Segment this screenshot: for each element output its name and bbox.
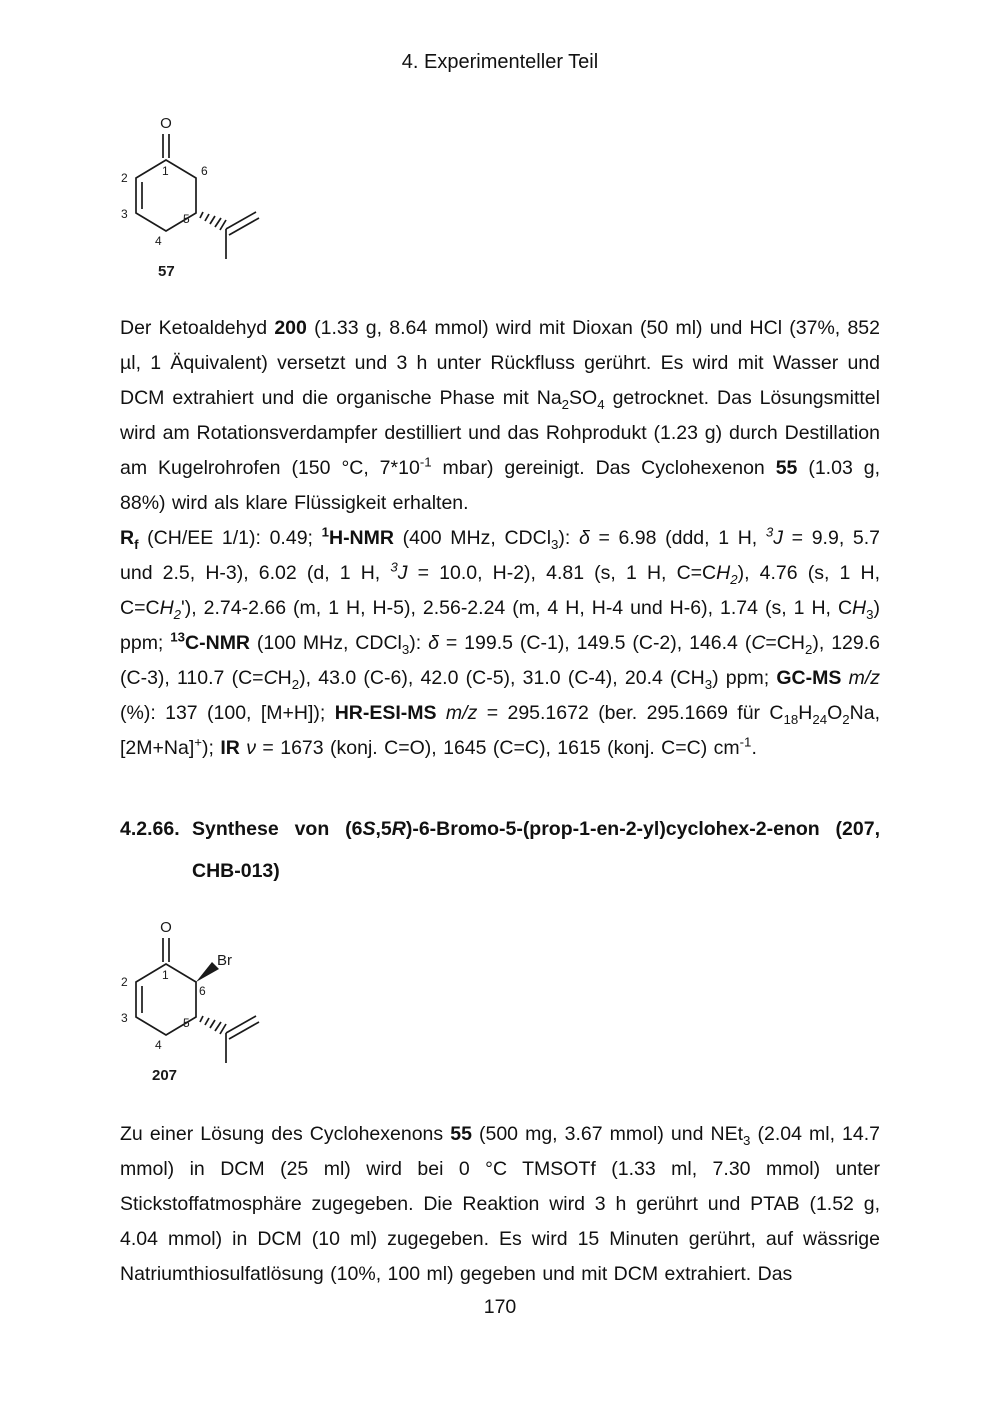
compound-number-57: 57	[158, 263, 175, 280]
oxygen-label: O	[160, 919, 172, 936]
section-title: Synthese von (6S,5R)-6-Bromo-5-(prop-1-en-2-yl)cyclohex-2-enon (207, CHB-013)	[192, 818, 881, 882]
oxygen-label: O	[160, 115, 172, 132]
structure-57-drawing	[114, 108, 314, 280]
structure-57-labels	[121, 115, 208, 280]
atom-number-5: 5	[183, 1016, 190, 1030]
atom-number-3: 3	[121, 1011, 128, 1025]
isopropenyl-double-bond-1	[226, 212, 256, 229]
paragraph-synthesis-55: Der Ketoaldehyd 200 (1.33 g, 8.64 mmol) wird mit Dioxan (50 ml) und HCl (37%, 852 µl, 1 Äquivalent) versetzt und 3 h unter Rückfluss gerührt. Es wird mit Wasser und DCM extrahiert und die organische Phase mit $Na_2SO_4$ getrocknet. Das Lösungsmittel wird am Rotationsverdampfer destilliert und das Rohprodukt (1.23 g) durch Destillation am Kugelrohrofen (150 °C, $7*10^{-1}$ mbar) gereinigt. Das Cyclohexenon 55 (1.03 g, 88%) wird als klare Flüssigkeit erhalten.	[120, 317, 880, 514]
isopropenyl-double-bond-2	[229, 1022, 259, 1039]
paragraph-synthesis-207: Zu einer Lösung des Cyclohexenons 55 (500 mg, 3.67 mmol) und NEt$_3$ (2.04 ml, 14.7 mmol) in DCM (25 ml) wird bei 0 °C TMSOTf (1.33 ml, 7.30 mmol) unter Stickstoffatmosphäre zugegeben. Die Reaktion wird 3 h gerührt und PTAB (1.52 g, 4.04 mmol) in DCM (10 ml) zugegeben. Es wird 15 Minuten gerührt, auf wässrige Natriumthiosulfatlösung (10%, 100 ml) gegeben und mit DCM extrahiert. Das	[120, 1123, 881, 1285]
page-header: 4. Experimenteller Teil	[401, 51, 599, 73]
structure-57	[114, 108, 880, 285]
atom-number-4: 4	[155, 234, 162, 248]
atom-number-3: 3	[121, 207, 128, 221]
page-number: 170	[483, 1296, 517, 1318]
atom-number-1: 1	[162, 968, 169, 982]
atom-number-4: 4	[155, 1038, 162, 1052]
structure-207-labels	[121, 919, 232, 1084]
hashed-wedge-bond	[200, 1016, 226, 1034]
atom-number-6: 6	[199, 984, 206, 998]
compound-number-207: 207	[152, 1067, 178, 1084]
structure-207	[114, 912, 880, 1089]
atom-number-1: 1	[162, 164, 169, 178]
atom-number-2: 2	[121, 975, 128, 989]
bold-wedge-bond-bromine	[196, 962, 219, 982]
bromine-label: Br	[217, 952, 232, 969]
isopropenyl-double-bond-2	[229, 218, 259, 235]
atom-number-6: 6	[201, 164, 208, 178]
structure-207-drawing	[114, 912, 314, 1084]
atom-number-5: 5	[183, 212, 190, 226]
paragraph-analytics-55: $R_f$ (CH/EE 1/1): 0.49; $^1$H-NMR (400 MHz, CDCl$_3$): δ = 6.98 (ddd, 1 H, $^3$J = 9.9, 5.7 und 2.5, H-3), 6.02 (d, 1 H, $^3$J = 10.0, H-2), 4.81 (s, 1 H, $C=CH_2$), 4.76 (s, 1 H, $C=CH_2'$), 2.74-2.66 (m, 1 H, H-5), 2.56-2.24 (m, 4 H, H-4 und H-6), 1.74 (s, 1 H, $CH_3$) ppm; $^{13}$C-NMR (100 MHz, CDCl$_3$): δ = 199.5 (C-1), 149.5 (C-2), 146.4 $(C=CH_2)$, 129.6 (C-3), 110.7 $(C=CH_2)$, 43.0 (C-6), 42.0 (C-5), 31.0 (C-4), 20.4 $(CH_3)$ ppm; GC-MS m/z (%): 137 (100, [M+H]); HR-ESI-MS m/z = 295.1672 (ber. 295.1669 für $C_{18}H_{24}O_2Na$, [2M+Na]+); IR ν = 1673 (konj. C=O), 1645 (C=C), 1615 (konj. C=C) $cm^{-1}$.	[120, 524, 881, 759]
section-heading	[120, 808, 880, 892]
section-number: 4.2.66.	[120, 818, 180, 840]
atom-number-2: 2	[121, 171, 128, 185]
isopropenyl-double-bond-1	[226, 1016, 256, 1033]
hashed-wedge-bond	[200, 212, 226, 230]
